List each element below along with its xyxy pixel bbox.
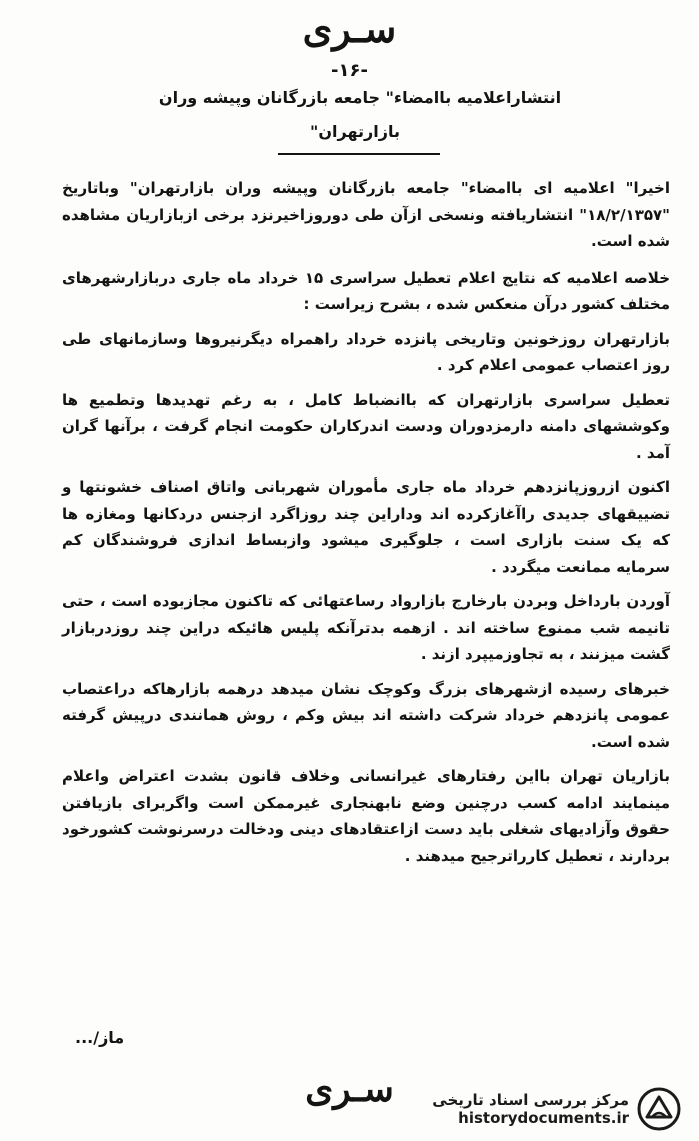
paragraph-2: خلاصه اعلامیه که نتایج اعلام تعطیل سراسری ۱۵ خرداد ماه جاری دربازارشهرهای مختلف کشور درآن منعکس شده ، بشرح زیراست :	[62, 268, 670, 313]
header-underline	[278, 153, 440, 155]
watermark-name: مرکز بررسی اسناد تاریخی	[432, 1091, 629, 1109]
paragraph-3: بازارتهران روزخونین وتاریخی پانزده خرداد راهمراه دیگرنیروها وسازمانهای طی روز اعتصاب عمومی اعلام کرد .	[62, 329, 670, 374]
watermark	[432, 1087, 681, 1131]
paragraph-1: اخیرا" اعلامیه ای باامضاء" جامعه بازرگانان وپیشه وران بازارتهران" وباتاریخ "۱۸/۲/۱۳۵۷" انتشاریافته ونسخی ازآن طی دوروزاخیرنزد برخی ازبازاریان مشاهده شده است.	[62, 179, 670, 250]
classification-bottom: سـری	[305, 1068, 394, 1110]
page-number: -۱۶-	[331, 60, 368, 81]
paragraph-6: آوردن بارداخل وبردن بارخارج بازارواد رساعتهائی که تاکنون مجازبوده است ، حتی تانیمه شب ممنوع ساخته اند . ازهمه بدترآنکه پلیس هائیکه دراین چند روزدربازار گشت میزنند ، به تجاوزمیپرد ازند .	[62, 592, 670, 663]
paragraph-5: اکنون ازروزپانزدهم خرداد ماه جاری مأموران شهربانی واتاق اصناف خشونتها و تضییقهای جدیدی راآغازکرده اند وداراین چند روزاگرد ازجنس دردکانها ومغازه ها که یک سنت بازاری است ، جلوگیری میشود وازبساط اندازی فروشندگان کم سرمایه ممانعت میگردد .	[62, 478, 670, 576]
reference-number: ماز/...	[75, 1028, 125, 1047]
watermark-url: historydocuments.ir	[458, 1109, 629, 1127]
classification-top: سـری	[302, 6, 397, 51]
paragraph-4: تعطیل سراسری بازارتهران که باانضباط کامل ، به رغم تهدیدها وتطمیع ها وکوششهای دامنه دارمزدوران ودست اندرکاران حکومت انجام گرفت ، برآنها گران آمد .	[62, 390, 670, 462]
header-line-1: انتشاراعلامیه باامضاء" جامعه بازرگانان وپیشه وران	[158, 88, 562, 107]
watermark-text	[432, 1091, 629, 1127]
paragraph-7: خبرهای رسیده ازشهرهای بزرگ وکوچک نشان میدهد درهمه بازارهاکه دراعتصاب عمومی پانزدهم خرداد شرکت داشته اند بیش وکم ، روش همانندی درپیش گرفته شده است.	[62, 679, 670, 751]
archive-emblem-icon	[637, 1087, 681, 1131]
document-body	[62, 175, 670, 877]
header-line-2: بازارتهران"	[310, 122, 400, 141]
paragraph-8: بازاریان تهران بااین رفتارهای غیرانسانی وخلاف قانون بشدت اعتراض واعلام مینمایند ادامه کسب درچنین وضع نابهنجاری غیرممکن است واگربرای بازیافتن حقوق وآزادیهای شغلی باید دست ازاعتقادهای دینی ودخالت درسرنوشت کشورخود بردارند ، تعطیل کارراترجیح میدهند .	[62, 767, 670, 865]
